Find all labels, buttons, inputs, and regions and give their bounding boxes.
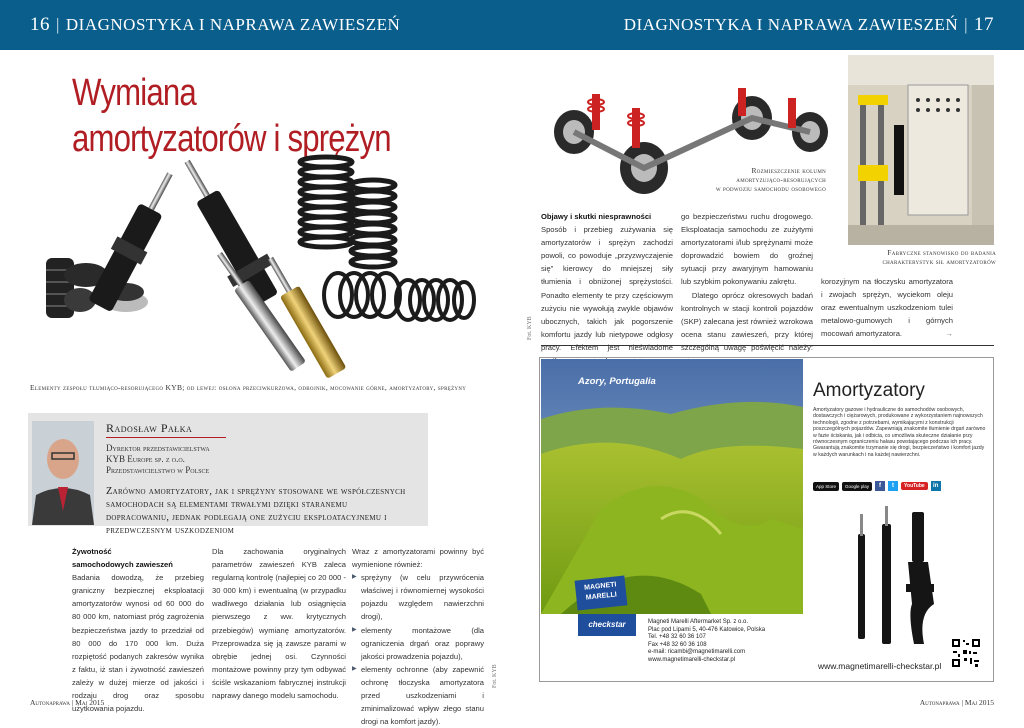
author-role-line: Dyrektor przedstawicielstwa	[106, 443, 210, 453]
list-item: ▶ elementy ochronne (aby zapewnić ochronę tłoczyska amortyzatora przed uszkodzeniami i zminimalizować wpływ złego stanu drogi na komfort jazdy).	[352, 663, 484, 728]
author-avatar	[32, 421, 94, 525]
col5-text: go bezpieczeństwu ruchu drogowego. Eksploatacja samochodu ze zużytymi amortyzatorami i/lub sprężynami może doprowadzić bowiem do groźnej sytuacji przy awaryjnym hamowaniu lub szybkim pokonywaniu zakrętu.	[681, 212, 813, 287]
station-caption	[820, 248, 996, 266]
ad-badges	[813, 481, 941, 491]
author-role-line: Przedstawicielstwo w Polsce	[106, 465, 210, 475]
shock-absorbers-springs-photo	[28, 150, 478, 385]
photo-location: Azory, Portugalia	[578, 376, 656, 387]
author-name: Radosław Pałka	[106, 421, 193, 435]
app-store-badge[interactable]: App Store	[813, 482, 839, 491]
col3-intro: Wraz z amortyzatorami powinny być wymienione również:	[352, 547, 484, 570]
col1-heading-2: samochodowych zawieszeń	[72, 560, 173, 570]
caption-line: w podwoziu samochodu osobowego	[715, 184, 826, 193]
list-item: ▶ elementy montażowe (dla ograniczenia drgań oraz poprawy jakości prowadzenia pojazdu),	[352, 624, 484, 663]
col5-text-2: Dlatego oprócz okresowych badań kontrolnych w stacji kontroli pojazdów (SKP) zalecana jest również wzrokowa ocena stanu zawieszeń, przy której szczególną uwagę poświęcić należy:	[681, 290, 813, 352]
photo-credit: Fot. KYB	[492, 664, 498, 688]
list-item: ▶ sprężyny (w celu przywrócenia właściwej i równomiernej wysokości pojazdu względem nawierzchni drogi),	[352, 571, 484, 623]
photo-credit: Fot. KYB	[527, 316, 533, 340]
column-5	[681, 210, 813, 367]
title-line-2: amortyzatorów i sprężyn	[72, 118, 391, 160]
chassis-caption	[640, 166, 826, 193]
address-line: e-mail: ricambi@magnetimarelli.com	[648, 649, 746, 655]
col4-heading: Objawy i skutki niesprawności	[541, 212, 652, 221]
azores-landscape-photo	[541, 359, 803, 614]
caption-line: Rozmieszczenie kolumn	[751, 166, 826, 175]
col2-text: Dla zachowania oryginalnych parametrów zawieszeń KYB zaleca regularną kontrolę (najlepiej co 20 000 - 30 000 km) i ewentualną (w przypadku wadliwego działania lub osiągnięcia pierwszego z ww. krytycznych przebiegów) wymianę amortyzatorów. Przeprowadza się ją zawsze parami w obrębie jednej osi. Czynności montażowe powinny przy tym odbywać ściśle wskazaniom fabrycznej instrukcji naprawy danego modelu samochodu.	[212, 547, 346, 701]
ad-title: Amortyzatory	[813, 380, 925, 401]
address-line: Magneti Marelli Aftermarket Sp. z o.o.	[648, 619, 749, 625]
brand-line: MARELLI	[585, 591, 618, 602]
address-line: Fax +48 32 60 36 108	[648, 641, 707, 648]
column-1	[72, 545, 204, 715]
col1-heading-1: Żywotność	[72, 547, 112, 556]
page-number-right: 17	[974, 14, 994, 35]
main-photo-caption: Elementy zespołu tłumiąco-resorującego KYB; od lewej: osłona przeciwkurzowa, odbojnik, mocowanie górne, amortyzatory, sprężyny	[30, 383, 467, 392]
facebook-icon[interactable]: f	[875, 481, 885, 491]
checkstar-logo: checkstar	[578, 614, 636, 636]
article-lead: Zarówno amortyzatory, jak i sprężyny stosowane we współczesnych samochodach są elementami trwałymi dzięki staranemu dopracowaniu, jednak podlegają one zużyciu eksploatacyjnemu i przedwczesnym uszkodzeniom	[106, 486, 406, 536]
linkedin-icon[interactable]: in	[931, 481, 941, 491]
footer-right: Autonaprawa | Maj 2015	[919, 698, 994, 707]
author-box	[28, 413, 428, 536]
column-4	[541, 210, 673, 367]
magneti-marelli-ad	[539, 357, 994, 682]
page-number-left: 16	[30, 14, 50, 35]
col4-text: Sposób i przebieg zużywania się amortyzatorów i sprężyn zachodzi powoli, co powoduje „przyzwyczajenie się” kierowcy do mniejszej siły tłumienia i obniżonej sprężystości. Ponadto elementy te przy częściowym zużyciu nie wywołują zwykle objawów ubocznych, takich jak pogorszenie komfortu jazdy lub nietypowe odgłosy pracy. Efektem jest nieświadome	[541, 225, 673, 352]
author-role-line: KYB Europe sp. z o.o.	[106, 454, 185, 464]
continue-arrow: →	[945, 329, 953, 339]
author-divider	[106, 437, 226, 438]
google-play-badge[interactable]: Google play	[842, 482, 872, 491]
author-role	[106, 443, 210, 476]
section-title-left: DIAGNOSTYKA I NAPRAWA ZAWIESZEŃ	[65, 15, 401, 34]
brand-line: MAGNETI	[583, 581, 617, 592]
ad-address	[648, 619, 765, 664]
qr-code	[951, 638, 981, 668]
column-3	[352, 545, 484, 728]
caption-line: charakterystyk sił amortyzatorów	[882, 257, 996, 266]
section-title-right: DIAGNOSTYKA I NAPRAWA ZAWIESZEŃ	[623, 15, 959, 34]
test-station-photo	[848, 55, 994, 245]
twitter-icon[interactable]: t	[888, 481, 898, 491]
col6-text: korozyjnym na tłoczysku amortyzatora i zwojach sprężyn, wyciekom oleju oraz ewentualnym uszkodzeniom tulei metalowo-gumowych i górnych mocowań amortyzatora.	[821, 277, 953, 339]
youtube-icon[interactable]: YouTube	[901, 482, 928, 490]
column-2	[212, 545, 346, 702]
header-separator: |	[964, 15, 968, 34]
ad-website-link[interactable]: www.magnetimarelli-checkstar.pl	[818, 661, 942, 671]
header-right	[512, 0, 1024, 50]
product-shock-absorbers	[842, 504, 952, 654]
address-line: www.magnetimarelli-checkstar.pl	[648, 656, 736, 663]
header-separator: |	[56, 15, 60, 34]
header-left	[0, 0, 512, 50]
footer-left: Autonaprawa | Maj 2015	[30, 698, 105, 707]
replacement-list	[352, 571, 484, 728]
section-divider	[541, 345, 994, 346]
address-line: Tel. +48 32 60 36 107	[648, 634, 706, 640]
caption-line: amortyzująco-resorujących	[736, 175, 826, 184]
address-line: Plac pod Lipami 5, 40-476 Katowice, Polska	[648, 626, 766, 633]
col1-text: Badania dowodzą, że przebieg graniczny bezpiecznej eksploatacji amortyzatorów wynosi od 60 000 do 80 000 km, natomiast próg zagrożenia bezpieczeństwa jazdy to przedział od 80 000 do 170 000 km. Duża rozpiętość podanych zakresów wynika z faktu, iż stan i żywotność zawieszeń zależy w dużej mierze od jakości i rodzaju drog oraz sposobu użytkowania pojazdu.	[72, 573, 204, 714]
article-title	[72, 70, 391, 162]
title-line-1: Wymiana	[72, 72, 196, 114]
ad-description: Amortyzatory gazowe i hydrauliczne do samochodów osobowych, dostawczych i ciężarowych, produkowane z wykorzystaniem najnowszych technologii, zgodne z potrzebami, wymikającymi z konstrukcji poszczególnych pojazdów. Zapewniają znakomite tłumienie drgań zarówno w fazie ściskania, jak i odbicia, co umożliwia skuteczne działanie przy równoczesnym ograniczeniu hałasu powstającego podczas ich pracy. Gwarantują znakomite trzymanie się drogi, bezpieczeństwo i komfort jazdy w każdych warunkach i na każdej nawierzchni.	[813, 407, 986, 458]
caption-line: Fabryczne stanowisko do badania	[887, 248, 996, 257]
magneti-marelli-logo	[575, 575, 628, 610]
column-6	[821, 275, 953, 340]
